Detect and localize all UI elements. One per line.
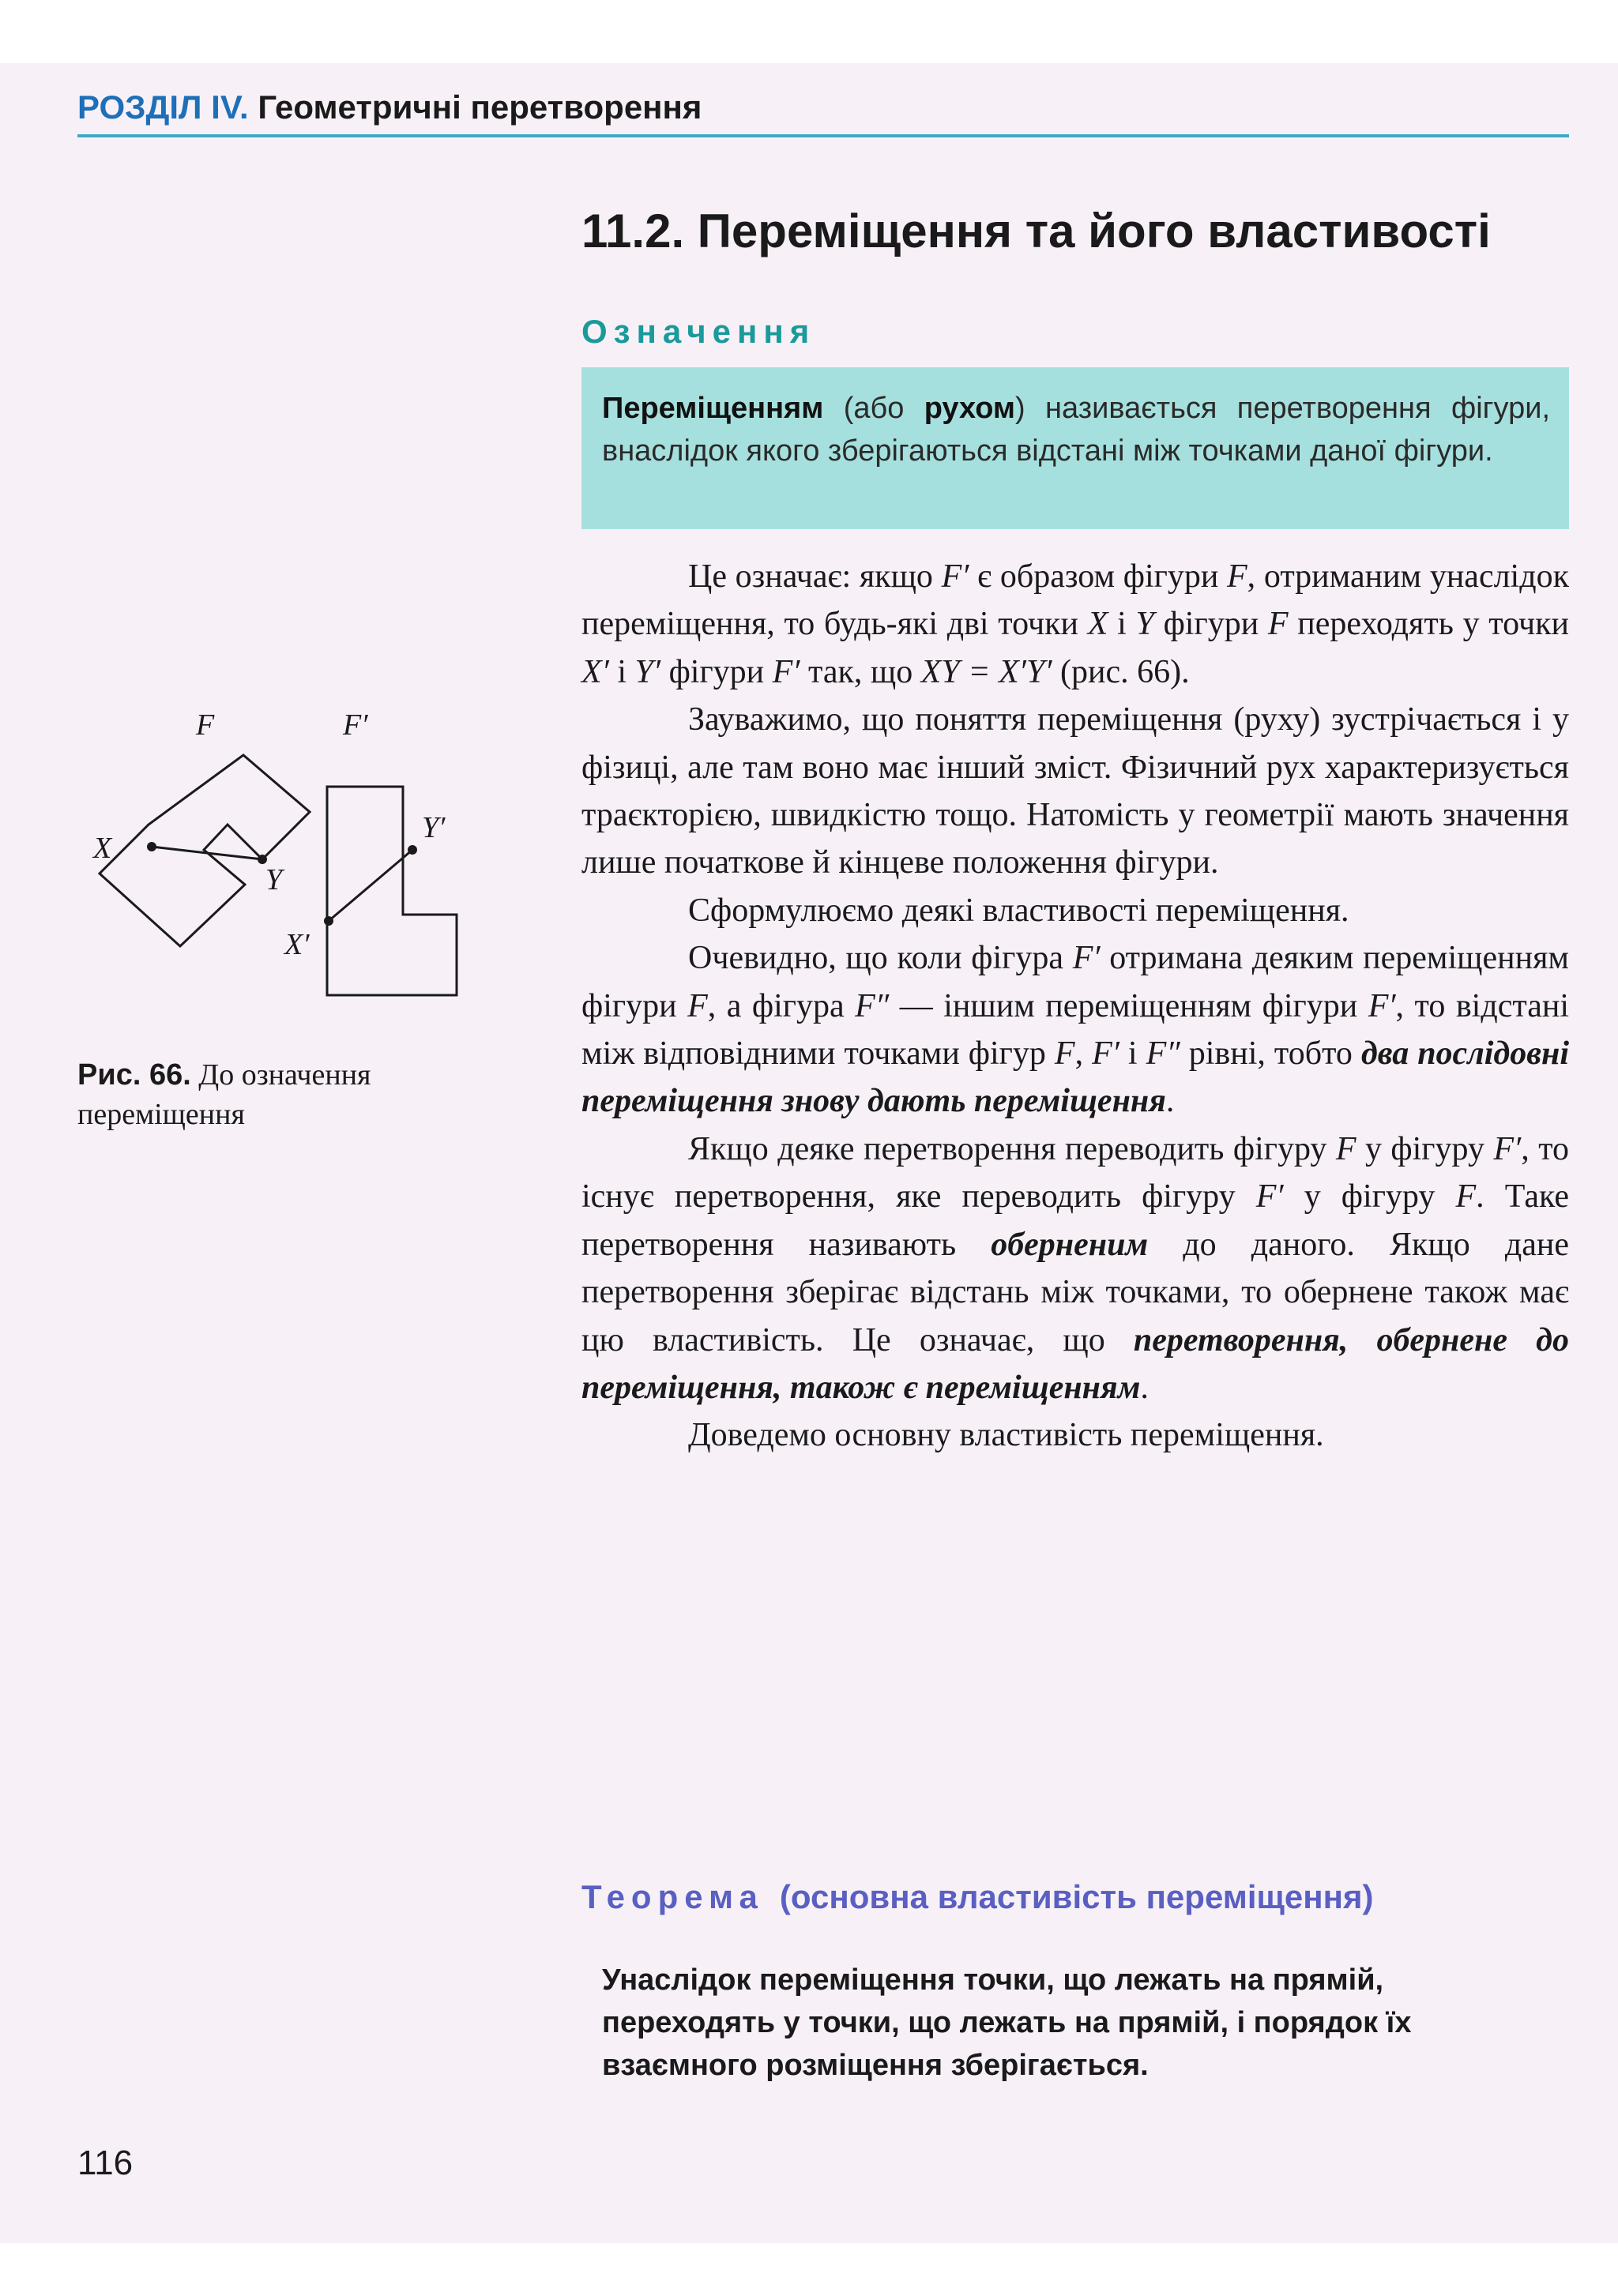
page-number: 116 (77, 2144, 134, 2182)
theorem-text: Унаслідок переміщення точки, що лежать на прямій, переходять у точки, що лежать на прямій, і порядок їх взаємного розміщення зберігається. (602, 1963, 1412, 2082)
paragraph-3: Сформулюємо деякі властивості переміщення. (688, 892, 1349, 929)
label-Yp: Y′ (422, 811, 446, 844)
paragraph-1: Це означає: якщо F′ є образом фігури F, отриманим унаслідок переміщення, то будь-які дві точки X і Y фігури F переходять у точки X′ і Y′ фігури F′ так, що XY = X′Y′ (рис. 66). (581, 558, 1569, 690)
definition-alt-term: рухом (924, 392, 1016, 425)
label-F: F (196, 708, 215, 742)
paragraph-5: Якщо деяке перетворення переводить фігуру F у фігуру F′, то існує перетворення, яке переводить фігуру F′ у фігуру F. Таке перетворення називають оберненим до даного. Якщо дане перетворення зберігає відстань між точками, то обернене також має цю властивість. Це означає, що перетворення, обернене до переміщення, також є переміщенням. (581, 1130, 1569, 1406)
chapter-number: РОЗДІЛ IV. (77, 88, 249, 126)
paragraph-4: Очевидно, що коли фігура F′ отримана деяким переміщенням фігури F, а фігура F″ — іншим переміщенням фігури F′, то відстані між відповідними точками фігур F, F′ і F″ рівні, тобто два послідовні переміщення знову дають переміщення. (581, 940, 1570, 1120)
figure-caption: Рис. 66. До означення переміщення (77, 1058, 371, 1131)
segment-XY (152, 847, 262, 859)
figure-number: Рис. 66. (77, 1058, 191, 1092)
theorem-label: Теорема (основна властивість переміщення) (581, 1878, 1374, 1915)
chapter-title: Геометричні перетворення (258, 88, 702, 126)
paragraph-6: Доведемо основну властивість переміщення. (688, 1417, 1324, 1454)
label-X: X (93, 832, 112, 865)
section-title: 11.2. Переміщення та його властивості (581, 205, 1491, 257)
running-head (77, 88, 702, 126)
paragraph-2: Зауважимо, що поняття переміщення (руху) зустрічається і у фізиці, але там воно має інший зміст. Фізичний рух характеризується траєкторією, швидкістю тощо. Натомість у геометрії мають значення лише початкове й кінцеве положення фігури. (581, 701, 1569, 881)
label-Y: Y (265, 863, 283, 896)
segment-XpYp (329, 850, 412, 921)
definition-label: Означення (581, 313, 816, 350)
label-Fp: F′ (343, 708, 368, 742)
point-Yp (408, 845, 417, 855)
definition-text: Переміщенням (або рухом) називається перетворення фігури, внаслідок якого зберігаються відстані між точками даної фігури. (602, 392, 1551, 468)
point-X (147, 842, 156, 851)
label-Xp: X′ (284, 928, 310, 961)
point-Xp (324, 916, 333, 926)
theorem-subtitle: (основна властивість переміщення) (779, 1878, 1374, 1915)
body-text (581, 553, 1569, 1460)
figure-F-shape (100, 755, 310, 946)
header-rule (77, 134, 1569, 137)
definition-term: Переміщенням (602, 392, 824, 425)
figure-66 (77, 695, 488, 1027)
